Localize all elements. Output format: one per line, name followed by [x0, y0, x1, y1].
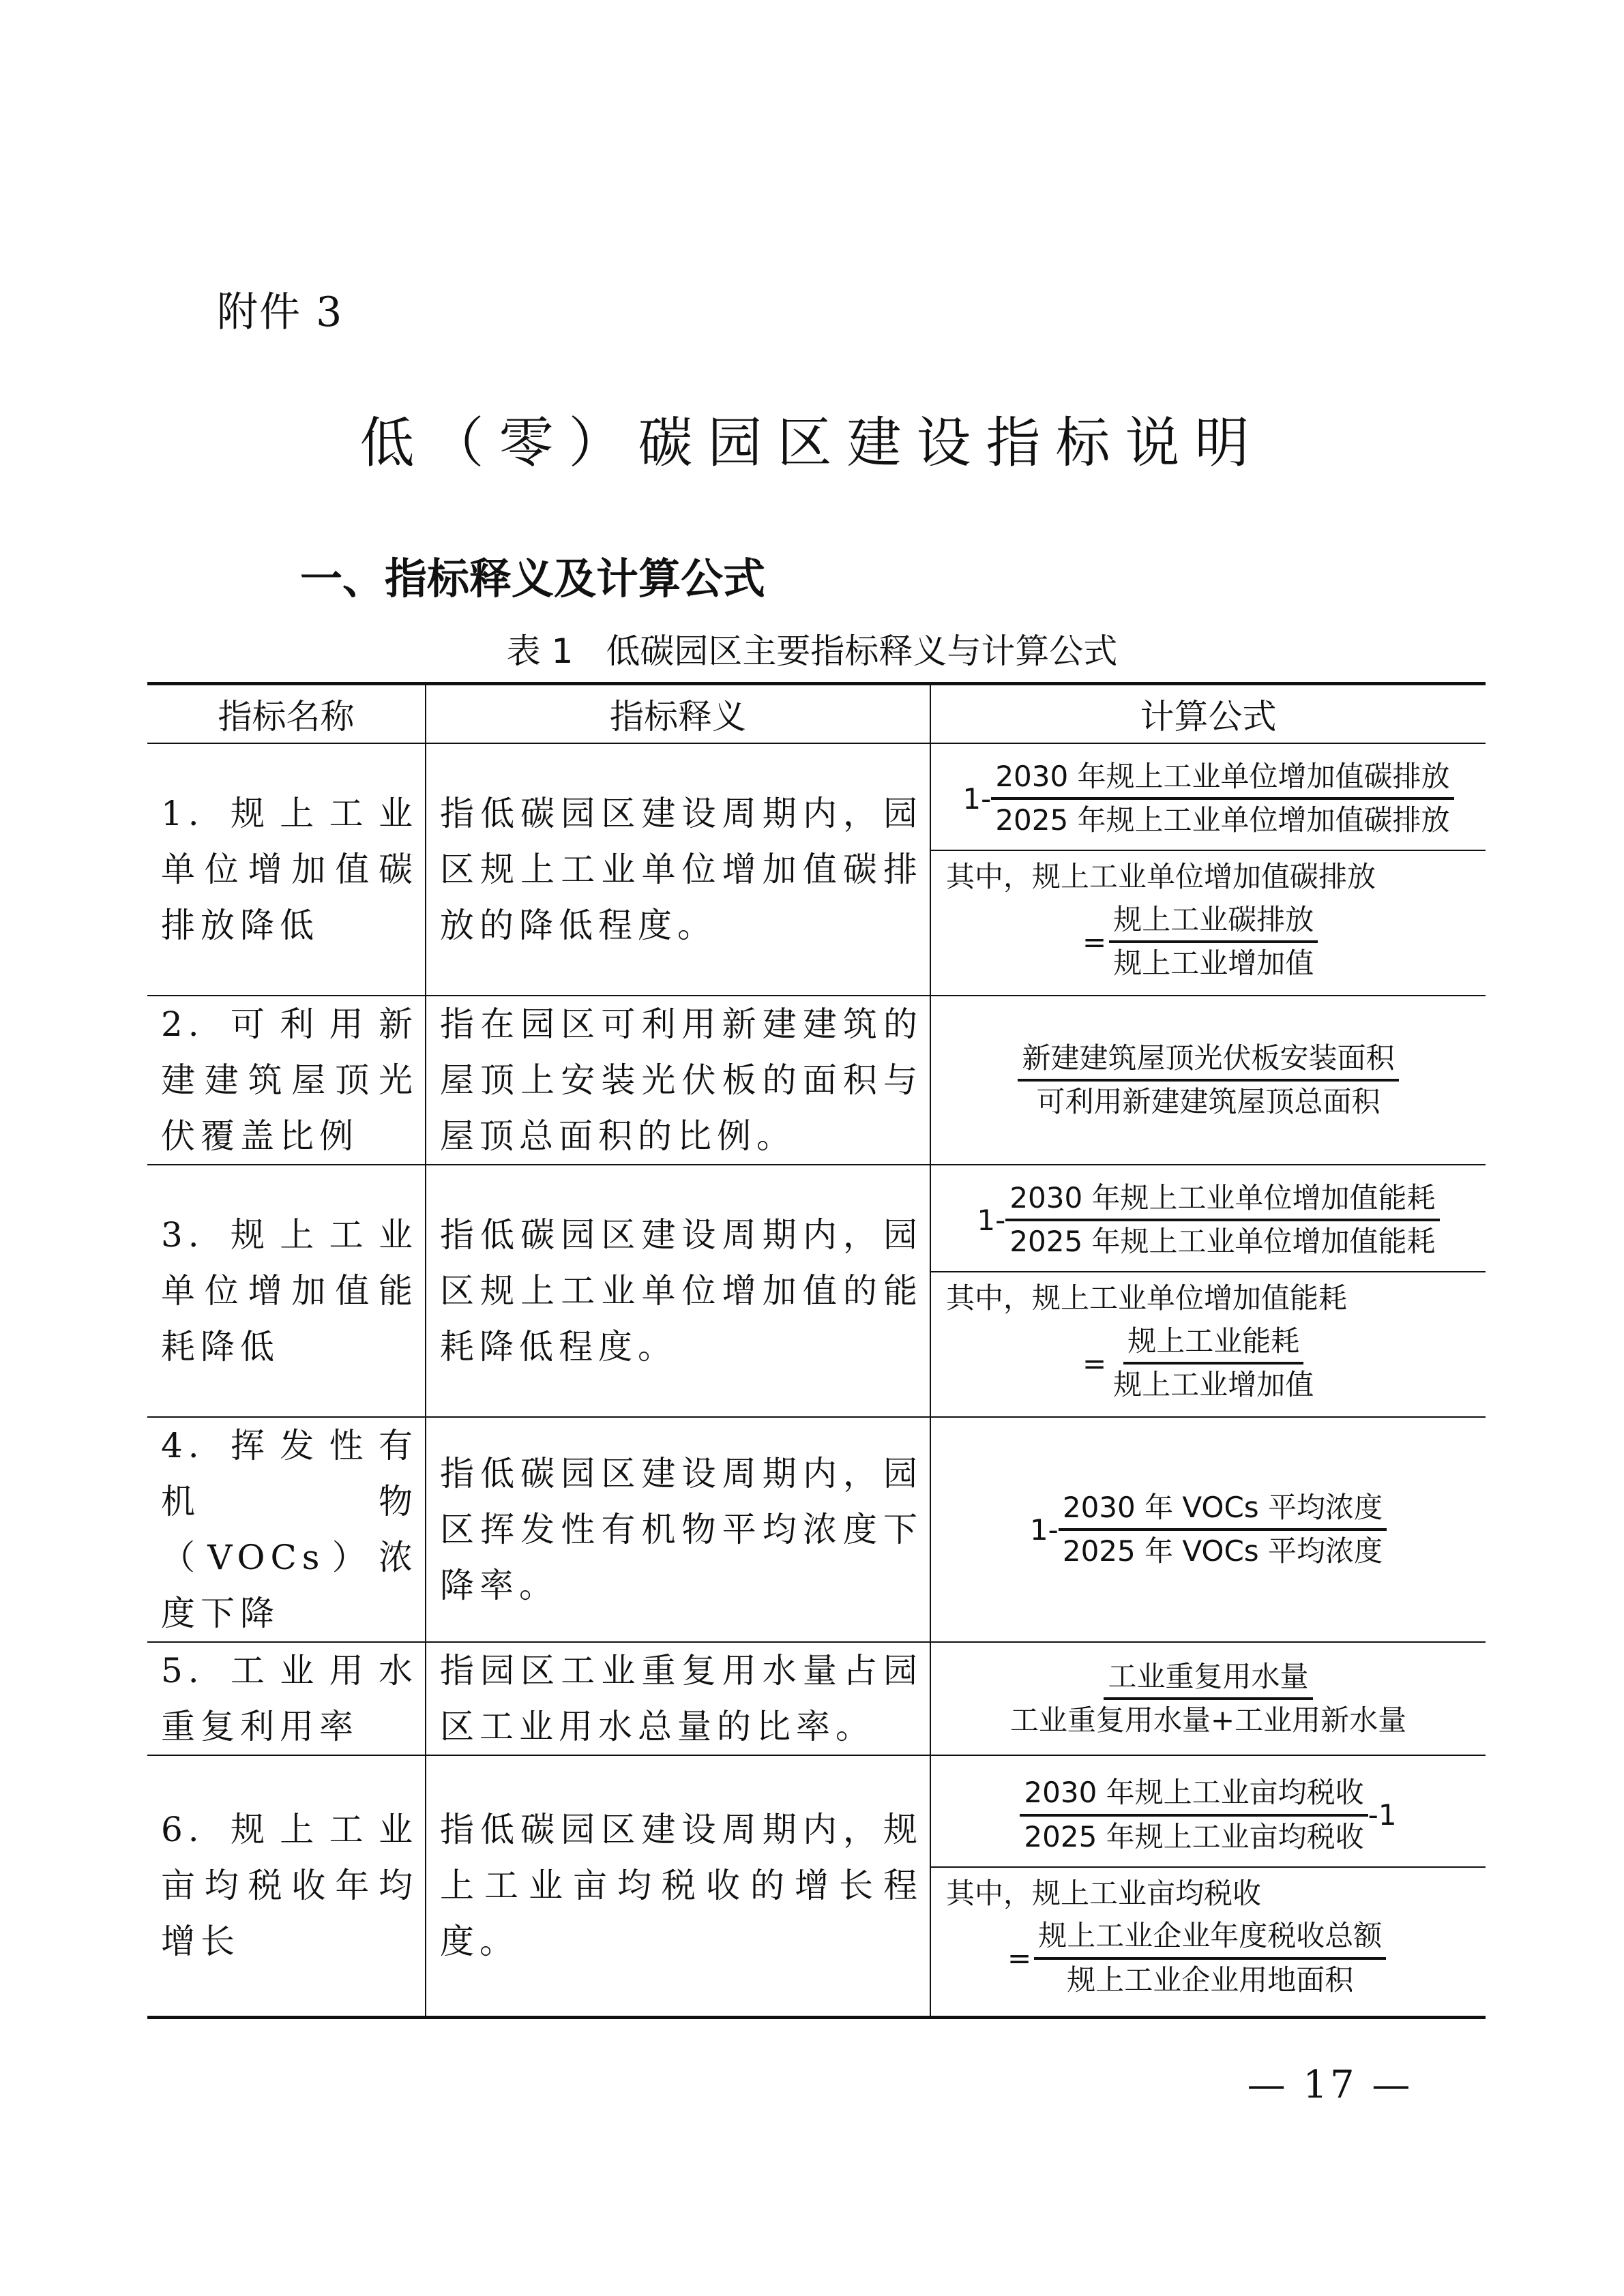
where-fraction: [1109, 1321, 1318, 1406]
formula-numerator: 2030 年规上工业单位增加值能耗: [1005, 1178, 1439, 1222]
attachment-label: 附件 3: [217, 288, 344, 336]
formula-cell: [930, 1165, 1486, 1417]
indicator-definition: 指园区工业重复用水量占园区工业用水总量的比率。: [440, 1651, 923, 1746]
indicator-name-cell: [147, 743, 426, 996]
where-equals: =: [1082, 1346, 1107, 1380]
table-row: [147, 743, 1486, 996]
formula-fraction: [1059, 1487, 1387, 1572]
where-denominator: 规上工业增加值: [1113, 946, 1314, 981]
formula-prefix: 1-: [977, 1203, 1006, 1237]
where-fraction: [1034, 1915, 1386, 2001]
indicator-name-cell: [147, 1417, 426, 1642]
formula-denominator: 工业重复用水量+工业用新水量: [1009, 1703, 1407, 1737]
formula-denominator: 可利用新建建筑屋顶总面积: [1036, 1085, 1381, 1118]
section-heading: 一、指标释义及计算公式: [300, 554, 766, 603]
formula-prefix: 1-: [962, 781, 992, 816]
table-row: [147, 1417, 1486, 1642]
formula: [931, 747, 1486, 850]
indicator-name: 3. 规上工业单位增加值能耗降低: [161, 1215, 418, 1367]
indicator-name: 4. 挥发性有机物（VOCs）浓度下降: [161, 1426, 418, 1633]
header-indicator-definition: 指标释义: [426, 684, 930, 744]
indicator-definition-cell: [426, 996, 930, 1165]
where-label: 其中，规上工业单位增加值能耗: [946, 1281, 1348, 1315]
indicator-definition-cell: [426, 1755, 930, 2017]
indicator-name: 2. 可利用新建建筑屋顶光伏覆盖比例: [161, 1004, 418, 1156]
formula-numerator: 2030 年规上工业单位增加值碳排放: [991, 756, 1453, 801]
formula-suffix: -1: [1368, 1798, 1397, 1832]
where-label: 其中，规上工业单位增加值碳排放: [946, 860, 1376, 894]
table-header-row: [147, 684, 1486, 744]
document-title: 低（零）碳园区建设指标说明: [359, 411, 1265, 475]
formula-fraction: [1018, 1038, 1398, 1123]
indicator-definition: 指低碳园区建设周期内，园区挥发性有机物平均浓度下降率。: [440, 1454, 923, 1605]
formula-fraction: [1006, 1656, 1411, 1742]
where-numerator: 规上工业能耗: [1123, 1321, 1303, 1365]
where-denominator: 规上工业增加值: [1113, 1368, 1314, 1402]
where-fraction-wrap: [946, 899, 1475, 985]
indicator-table: [147, 682, 1486, 2019]
where-numerator: 规上工业碳排放: [1109, 899, 1318, 944]
formula-numerator: 工业重复用水量: [1104, 1656, 1312, 1701]
indicator-definition-cell: [426, 1165, 930, 1417]
indicator-definition: 指在园区可利用新建建筑的屋顶上安装光伏板的面积与屋顶总面积的比例。: [440, 1004, 923, 1156]
formula: [931, 1656, 1486, 1742]
header-indicator-name: 指标名称: [147, 684, 426, 744]
table-row: [147, 1642, 1486, 1755]
formula-where: [931, 850, 1486, 992]
where-fraction-wrap: [946, 1321, 1475, 1406]
indicator-definition-cell: [426, 1417, 930, 1642]
table-row: [147, 1165, 1486, 1417]
formula-fraction: [1005, 1178, 1439, 1263]
where-equals: =: [1007, 1941, 1032, 1975]
indicator-name: 6. 规上工业亩均税收年均增长: [161, 1810, 418, 1962]
formula-denominator: 2025 年规上工业单位增加值能耗: [1009, 1225, 1436, 1259]
indicator-name-cell: [147, 1755, 426, 2017]
formula-cell: [930, 996, 1486, 1165]
formula-numerator: 新建建筑屋顶光伏板安装面积: [1018, 1038, 1398, 1082]
where-fraction: [1109, 899, 1318, 985]
where-equals: =: [1082, 925, 1107, 959]
formula-numerator: 2030 年 VOCs 平均浓度: [1059, 1487, 1387, 1532]
indicator-name-cell: [147, 996, 426, 1165]
formula-numerator: 2030 年规上工业亩均税收: [1020, 1772, 1368, 1817]
table-caption-number: 表 1: [506, 631, 574, 671]
formula-where: [931, 1271, 1486, 1413]
table-row: [147, 1755, 1486, 2017]
formula-denominator: 2025 年规上工业单位增加值碳排放: [995, 803, 1450, 837]
indicator-definition-cell: [426, 743, 930, 996]
table-caption-text: 低碳园区主要指标释义与计算公式: [606, 631, 1118, 671]
formula-fraction: [991, 756, 1453, 841]
indicator-name-cell: [147, 1165, 426, 1417]
indicator-definition-cell: [426, 1642, 930, 1755]
formula-cell: [930, 1417, 1486, 1642]
formula-fraction: [1020, 1772, 1368, 1858]
formula-denominator: 2025 年规上工业亩均税收: [1024, 1819, 1364, 1853]
formula-denominator: 2025 年 VOCs 平均浓度: [1062, 1534, 1383, 1568]
where-fraction-wrap: [946, 1915, 1475, 2001]
table-caption: [0, 631, 1624, 671]
formula: [931, 1487, 1486, 1572]
formula: [931, 1169, 1486, 1271]
indicator-name: 1. 规上工业单位增加值碳排放降低: [161, 794, 418, 945]
formula-cell: [930, 743, 1486, 996]
indicator-definition: 指低碳园区建设周期内，园区规上工业单位增加值的能耗降低程度。: [440, 1215, 923, 1367]
formula: [931, 1038, 1486, 1123]
formula-cell: [930, 1642, 1486, 1755]
table-row: [147, 996, 1486, 1165]
formula-prefix: 1-: [1029, 1512, 1059, 1547]
formula-cell: [930, 1755, 1486, 2017]
formula-where: [931, 1866, 1486, 2008]
page-number: — 17 —: [1247, 2063, 1413, 2107]
where-denominator: 规上工业企业用地面积: [1067, 1963, 1354, 1997]
indicator-name: 5. 工业用水重复利用率: [161, 1651, 418, 1746]
indicator-definition: 指低碳园区建设周期内，园区规上工业单位增加值碳排放的降低程度。: [440, 794, 923, 945]
where-label: 其中，规上工业亩均税收: [946, 1876, 1262, 1910]
header-formula: 计算公式: [930, 684, 1486, 744]
indicator-definition: 指低碳园区建设周期内，规上工业亩均税收的增长程度。: [440, 1810, 923, 1962]
formula: [931, 1764, 1486, 1866]
indicator-name-cell: [147, 1642, 426, 1755]
where-numerator: 规上工业企业年度税收总额: [1034, 1915, 1386, 1960]
